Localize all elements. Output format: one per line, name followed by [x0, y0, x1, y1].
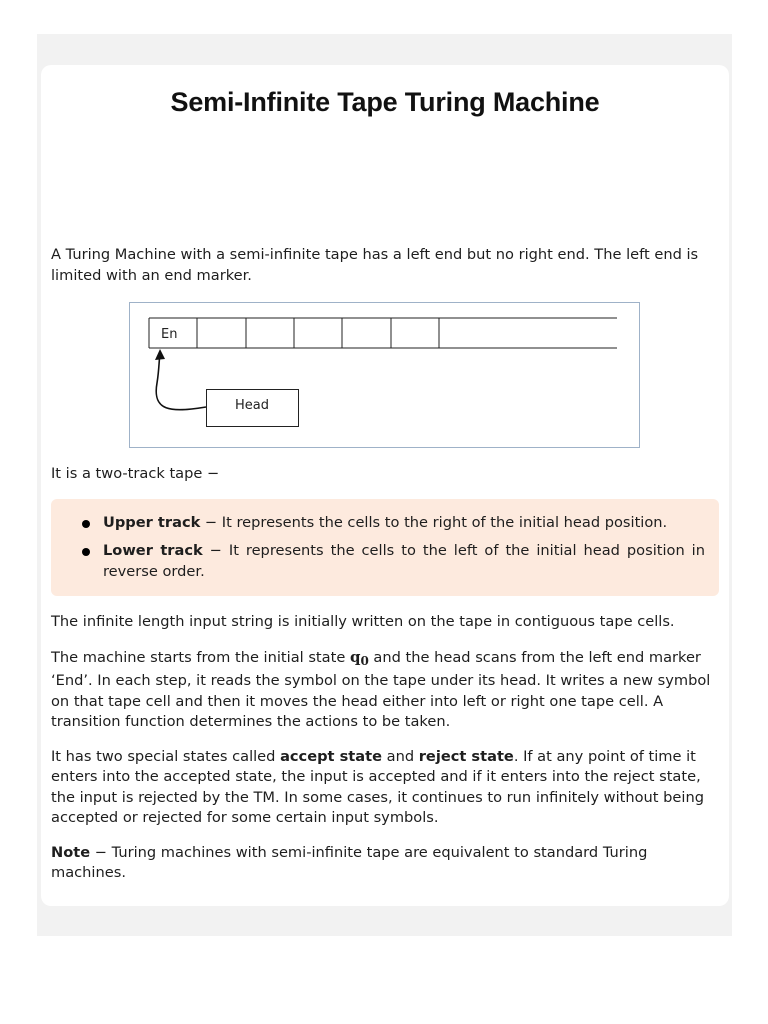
text-run: and the head scans from the left end marker ‘End’. In each step, it reads the symbol on the tape under its head. It writes a new symbol on that tape cell and then it moves the head either into left or right one tape cell. A transition function determines the actions to be taken.: [51, 648, 711, 730]
head-arrowhead: [155, 349, 165, 360]
head-arrow: [156, 353, 206, 410]
state-letter: q: [349, 647, 361, 666]
initial-state-symbol: [350, 648, 369, 666]
two-track-paragraph: It is a two-track tape −: [51, 465, 220, 482]
bullet-icon: [82, 520, 90, 528]
text-run: The machine starts from the initial state: [51, 648, 350, 666]
text-run: It has two special states called: [51, 747, 281, 765]
note-paragraph: [51, 843, 719, 884]
special-states-paragraph: [51, 747, 719, 829]
list-item: [65, 541, 705, 582]
track-term: Upper track: [103, 513, 201, 531]
machine-start-paragraph: [51, 647, 719, 733]
track-desc: − It represents the cells to the left of the initial head position in reverse order.: [103, 542, 705, 580]
tracks-list: [65, 513, 705, 583]
head-label: Head: [235, 398, 269, 413]
note-text: − Turing machines with semi-infinite tape are equivalent to standard Turing machines.: [51, 843, 648, 881]
accept-state-term: accept state: [280, 747, 382, 765]
page-title: Semi-Infinite Tape Turing Machine: [170, 87, 600, 117]
reject-state-term: reject state: [418, 747, 514, 765]
input-string-paragraph: The infinite length input string is initially written on the tape in contiguous tape cells.: [51, 613, 675, 630]
tape-diagram: [129, 302, 640, 448]
note-label: Note: [51, 843, 91, 861]
track-desc: − It represents the cells to the right of the initial head position.: [200, 513, 668, 531]
text-run: . If at any point of time it enters into the accepted state, the input is accepted and if it enters into the reject state, the input is rejected by the TM. In some cases, it continues to run infinitely without being accepted or rejected for some certain input symbols.: [51, 747, 704, 826]
tracks-callout: [51, 499, 719, 597]
text-run: and: [382, 747, 419, 765]
intro-paragraph: A Turing Machine with a semi-infinite tape has a left end but no right end. The left end is limited with an end marker.: [51, 246, 699, 284]
end-marker-label: En: [161, 327, 178, 342]
article-content: [51, 245, 719, 884]
article-card: [41, 65, 729, 906]
tape-diagram-svg: [130, 303, 641, 449]
track-term: Lower track: [103, 542, 203, 559]
state-subscript: 0: [360, 653, 369, 668]
list-item: [65, 513, 705, 534]
bullet-icon: [82, 548, 90, 556]
